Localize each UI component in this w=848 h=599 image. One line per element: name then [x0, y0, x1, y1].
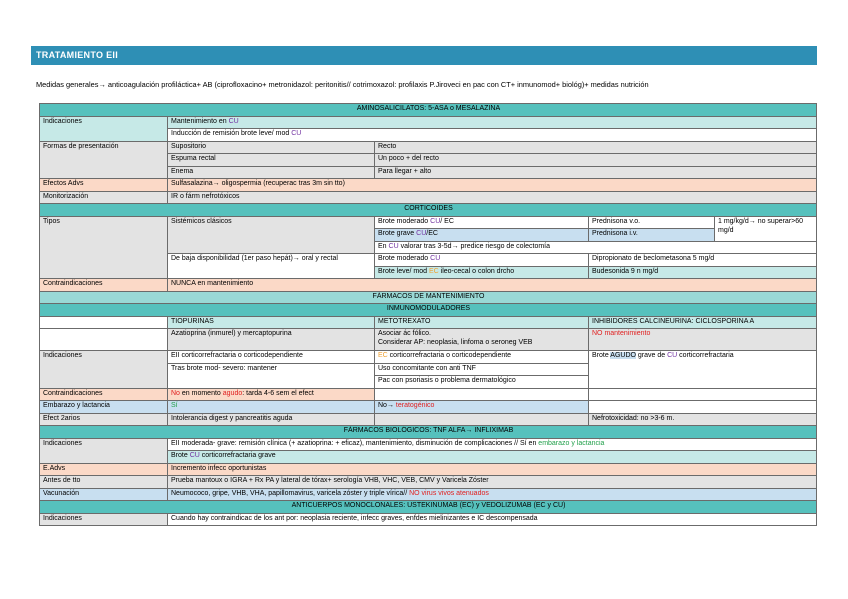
- treatment-table: [39, 103, 817, 526]
- table-row: [40, 488, 817, 501]
- table-cell: [40, 316, 168, 329]
- table-row: [40, 388, 817, 401]
- table-cell: [375, 413, 589, 426]
- section-header-biologicos: FÁRMACOS BIOLÓGICOS: TNF ALFA→ INFLIXIMAB: [40, 426, 817, 439]
- table-row: [40, 329, 817, 351]
- row-label-indicaciones-bio: Indicaciones: [40, 438, 168, 463]
- section-header-corticoides: CORTICOIDES: [40, 204, 817, 217]
- column-header-inhibidores: INHIBIDORES CALCINEURINA: CICLOSPORINA A: [589, 316, 817, 329]
- column-header-metotrexato: METOTREXATO: [375, 316, 589, 329]
- table-row: [40, 291, 817, 304]
- table-cell: Sí: [168, 401, 375, 414]
- table-cell: En CU valorar tras 3-5d→ predice riesgo de colectomía: [375, 241, 817, 254]
- table-cell: De baja disponibilidad (1er paso hepát)→ oral y rectal: [168, 254, 375, 279]
- table-cell: Para llegar + alto: [375, 166, 817, 179]
- section-header-inmunomoduladores: INMUNOMODULADORES: [40, 304, 817, 317]
- row-label-formas: Formas de presentación: [40, 141, 168, 179]
- row-label-indicaciones-mono: Indicaciones: [40, 513, 168, 526]
- table-cell: Brote AGUDO grave de CU corticorrefractaria: [589, 351, 817, 389]
- table-cell: Nefrotoxicidad: no >3-6 m.: [589, 413, 817, 426]
- table-cell: Supositorio: [168, 141, 375, 154]
- table-cell: Un poco + del recto: [375, 154, 817, 167]
- table-row: [40, 513, 817, 526]
- table-cell: Prueba mantoux o IGRA + Rx PA y lateral de tórax+ serología VHB, VHC, VEB, CMV y Varicela Zóster: [168, 476, 817, 489]
- section-header-mantenimiento: FÁRMACOS DE MANTENIMIENTO: [40, 291, 817, 304]
- page-title-banner: TRATAMIENTO EII: [31, 46, 817, 65]
- row-label-vacunacion: Vacunación: [40, 488, 168, 501]
- row-label-tipos: Tipos: [40, 216, 168, 279]
- table-cell: Incremento infecc oportunistas: [168, 463, 817, 476]
- table-cell: Pac con psoriasis o problema dermatológico: [375, 376, 589, 389]
- table-cell: EII corticorrefractaria o corticodependiente: [168, 351, 375, 364]
- table-row: [40, 116, 817, 129]
- table-row: [40, 104, 817, 117]
- table-cell: [40, 329, 168, 351]
- table-cell: Prednisona v.o.: [589, 216, 715, 229]
- table-cell: [589, 401, 817, 414]
- table-cell: EII moderada- grave: remisión clínica (+ azatioprina: + eficaz), mantenimiento, disminución de complicaciones // Sí en embarazo y lactancia: [168, 438, 817, 451]
- table-row: [40, 401, 817, 414]
- table-row: [40, 179, 817, 192]
- table-cell: Cuando hay contraindicac de los ant por: neoplasia reciente, infecc graves, enfdes mielinizantes e IC descompensada: [168, 513, 817, 526]
- table-row: [40, 501, 817, 514]
- table-row: [40, 413, 817, 426]
- table-cell: Uso concomitante con anti TNF: [375, 363, 589, 376]
- table-cell: NO mantenimiento: [589, 329, 817, 351]
- table-row: [40, 463, 817, 476]
- table-cell: [375, 388, 589, 401]
- table-row: [40, 191, 817, 204]
- table-cell: Sulfasalazina→ oligospermia (recuperac tras 3m sin tto): [168, 179, 817, 192]
- table-cell: NUNCA en mantenimiento: [168, 279, 817, 292]
- table-cell: Brote moderado CU/ EC: [375, 216, 589, 229]
- table-cell: Espuma rectal: [168, 154, 375, 167]
- table-row: [40, 316, 817, 329]
- row-label-contraindicaciones: Contraindicaciones: [40, 279, 168, 292]
- table-row: [40, 216, 817, 229]
- table-cell: Dipropionato de beclometasona 5 mg/d: [589, 254, 817, 267]
- table-cell: Mantenimiento en CU: [168, 116, 817, 129]
- table-cell: Asociar ác fólico. Considerar AP: neoplasia, linfoma o seroneg VEB: [375, 329, 589, 351]
- table-cell: No→ teratogénico: [375, 401, 589, 414]
- row-label-monitorizacion: Monitorización: [40, 191, 168, 204]
- table-cell: Enema: [168, 166, 375, 179]
- table-row: [40, 438, 817, 451]
- table-cell: Brote moderado CU: [375, 254, 589, 267]
- table-cell: Recto: [375, 141, 817, 154]
- table-cell: Tras brote mod- severo: mantener: [168, 363, 375, 388]
- table-cell: Sistémicos clásicos: [168, 216, 375, 254]
- table-cell: EC corticorrefractaria o corticodependiente: [375, 351, 589, 364]
- table-cell: Prednisona i.v.: [589, 229, 715, 242]
- table-row: [40, 141, 817, 154]
- section-header-aminosalicilatos: AMINOSALICILATOS: 5-ASA o MESALAZINA: [40, 104, 817, 117]
- row-label-efectos: Efectos Advs: [40, 179, 168, 192]
- table-cell: Azatioprina (inmurel) y mercaptopurina: [168, 329, 375, 351]
- table-row: [40, 279, 817, 292]
- table-cell: Neumococo, gripe, VHB, VHA, papillomavirus, varicela zóster y triple vírica// NO virus vivos atenuados: [168, 488, 817, 501]
- table-cell: No en momento agudo: tarda 4-6 sem el efect: [168, 388, 375, 401]
- table-row: [40, 304, 817, 317]
- table-row: [40, 351, 817, 364]
- row-label-embarazo: Embarazo y lactancia: [40, 401, 168, 414]
- section-header-monoclonales: ANTICUERPOS MONOCLONALES: USTEKINUMAB (EC) y VEDOLIZUMAB (EC y CU): [40, 501, 817, 514]
- table-cell: Brote grave CU/EC: [375, 229, 589, 242]
- column-header-tiopurinas: TIOPURINAS: [168, 316, 375, 329]
- table-cell: IR o fárm nefrotóxicos: [168, 191, 817, 204]
- row-label-contraindicaciones-mant: Contraindicaciones: [40, 388, 168, 401]
- row-label-antes-tto: Antes de tto: [40, 476, 168, 489]
- table-cell: Intolerancia digest y pancreatitis aguda: [168, 413, 375, 426]
- table-row: [40, 204, 817, 217]
- table-cell: Budesonida 9 n mg/d: [589, 266, 817, 279]
- general-measures-line: Medidas generales→ anticoagulación profiláctica+ AB (ciprofloxacino+ metronidazol: peritonitis// cotrimoxazol: profilaxis P.Jiroveci en pac con CT+ inmunomod+ biológ)+ medidas nutrición: [36, 80, 649, 89]
- table-cell: Brote leve/ mod EC ileo-cecal o colon drcho: [375, 266, 589, 279]
- table-cell: Brote CU corticorrefractaria grave: [168, 451, 817, 464]
- row-label-indicaciones: Indicaciones: [40, 116, 168, 141]
- table-cell: Inducción de remisión brote leve/ mod CU: [168, 129, 817, 142]
- table-cell: 1 mg/kg/d→ no superar>60 mg/d: [715, 216, 817, 241]
- row-label-eadvs: E.Advs: [40, 463, 168, 476]
- table-row: [40, 476, 817, 489]
- table-row: [40, 426, 817, 439]
- row-label-efectos-2arios: Efect 2arios: [40, 413, 168, 426]
- table-cell: [589, 388, 817, 401]
- row-label-indicaciones-mant: Indicaciones: [40, 351, 168, 389]
